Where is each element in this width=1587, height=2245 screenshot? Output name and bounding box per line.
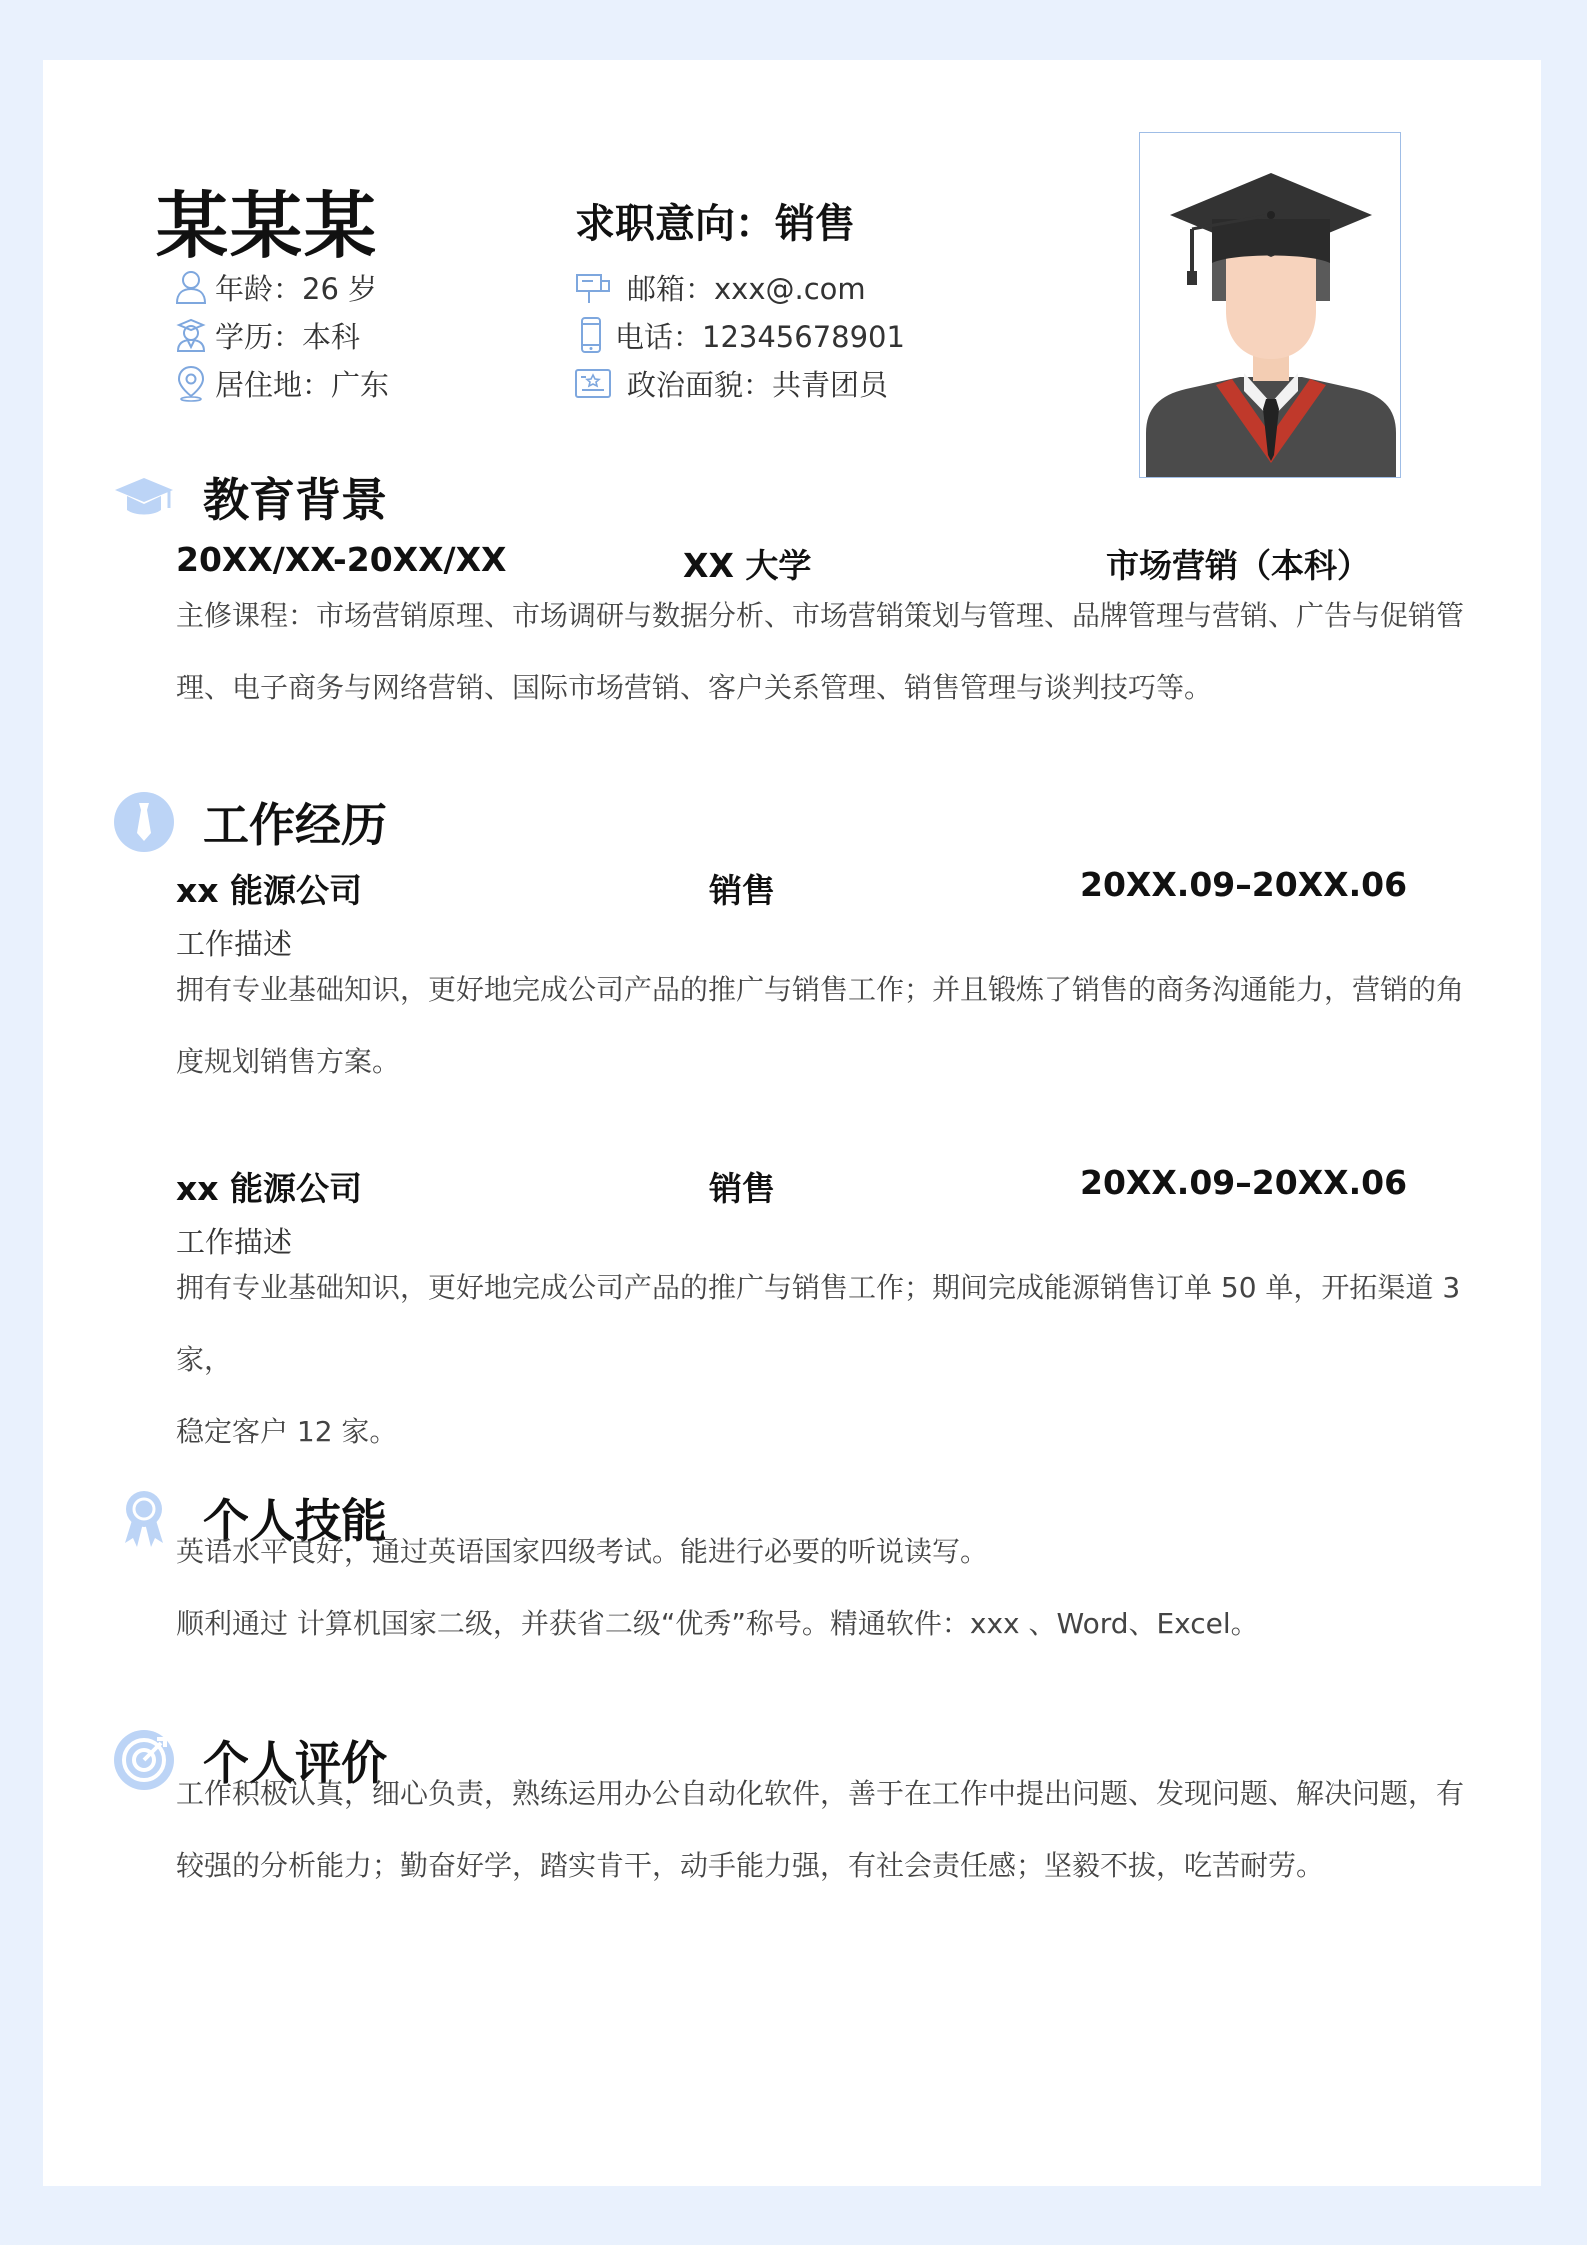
person-icon bbox=[173, 269, 209, 305]
education-title: 教育背景 bbox=[203, 473, 387, 527]
job-2-desc-label: 工作描述 bbox=[176, 1225, 293, 1259]
skills-line-2: 顺利通过 计算机国家二级，并获省二级“优秀”称号。精通软件：xxx 、Word、Excel。 bbox=[176, 1607, 1259, 1640]
job-1-period: 20XX.09–20XX.06 bbox=[1080, 865, 1408, 904]
resume-page bbox=[43, 60, 1541, 2186]
job-1-role: 销售 bbox=[709, 871, 775, 910]
job-2-desc-line-2: 稳定客户 12 家。 bbox=[176, 1415, 398, 1448]
job-1-desc-label: 工作描述 bbox=[176, 927, 293, 961]
basic-info-right bbox=[573, 267, 905, 403]
email-text: 邮箱：xxx@.com bbox=[627, 271, 866, 306]
evaluation-content bbox=[176, 1758, 1506, 1902]
political-status-row bbox=[573, 363, 905, 403]
job-1-desc-line-1: 拥有专业基础知识，更好地完成公司产品的推广与销售工作；并且锻炼了销售的商务沟通能力，营销的角 bbox=[176, 973, 1465, 1006]
job-2-desc-line-1: 拥有专业基础知识，更好地完成公司产品的推广与销售工作；期间完成能源销售订单 50 单，开拓渠道 3 家， bbox=[176, 1271, 1461, 1376]
phone-text: 电话：12345678901 bbox=[615, 319, 905, 354]
email-row bbox=[573, 267, 905, 307]
graduate-avatar-icon bbox=[1140, 133, 1401, 478]
id-card-icon bbox=[573, 365, 613, 401]
evaluation-line-2: 较强的分析能力；勤奋好学，踏实肯干，动手能力强，有社会责任感；坚毅不拔，吃苦耐劳。 bbox=[176, 1849, 1325, 1882]
candidate-name: 某某某 bbox=[156, 184, 379, 268]
job-2-period: 20XX.09–20XX.06 bbox=[1080, 1163, 1408, 1202]
tie-icon bbox=[113, 791, 175, 853]
job-2-description bbox=[176, 1252, 1506, 1468]
education-major: 市场营销（本科） bbox=[1106, 546, 1370, 585]
phone-row bbox=[573, 315, 905, 355]
job-intent: 求职意向：销售 bbox=[575, 201, 855, 247]
education-text: 学历：本科 bbox=[215, 319, 361, 354]
skills-content bbox=[176, 1516, 1506, 1660]
skills-title: 个人技能 bbox=[203, 1494, 387, 1548]
age-row bbox=[173, 267, 389, 307]
award-ribbon-icon bbox=[113, 1487, 175, 1549]
education-school: XX 大学 bbox=[683, 546, 812, 585]
courses-line-1: 主修课程：市场营销原理、市场调研与数据分析、市场营销策划与管理、品牌管理与营销、广告与促销管 bbox=[176, 599, 1465, 632]
residence-text: 居住地：广东 bbox=[215, 367, 390, 402]
education-row bbox=[173, 315, 389, 355]
graduation-cap-icon bbox=[113, 466, 175, 528]
education-header bbox=[113, 465, 387, 529]
work-title: 工作经历 bbox=[203, 798, 387, 852]
courses-line-2: 理、电子商务与网络营销、国际市场营销、客户关系管理、销售管理与谈判技巧等。 bbox=[176, 671, 1213, 704]
job-1-desc-line-2: 度规划销售方案。 bbox=[176, 1045, 401, 1078]
profile-photo bbox=[1139, 132, 1401, 478]
work-header bbox=[113, 790, 387, 854]
residence-row bbox=[173, 363, 389, 403]
job-2-company: xx 能源公司 bbox=[176, 1169, 363, 1208]
evaluation-line-1: 工作积极认真，细心负责，熟练运用办公自动化软件，善于在工作中提出问题、发现问题、解决问题，有 bbox=[176, 1777, 1465, 1810]
skills-line-1: 英语水平良好，通过英语国家四级考试。能进行必要的听说读写。 bbox=[176, 1535, 989, 1568]
basic-info-left bbox=[173, 267, 389, 403]
job-1-description bbox=[176, 954, 1506, 1098]
graduate-icon bbox=[173, 317, 209, 353]
mailbox-icon bbox=[573, 269, 613, 305]
age-text: 年龄：26 岁 bbox=[215, 271, 378, 306]
target-icon bbox=[113, 1729, 175, 1791]
phone-icon bbox=[573, 316, 609, 354]
evaluation-title: 个人评价 bbox=[203, 1736, 387, 1790]
political-status-text: 政治面貌：共青团员 bbox=[627, 367, 889, 402]
education-courses bbox=[176, 580, 1506, 724]
job-2-role: 销售 bbox=[709, 1169, 775, 1208]
location-pin-icon bbox=[173, 364, 209, 402]
education-period: 20XX/XX-20XX/XX bbox=[176, 540, 507, 579]
job-1-company: xx 能源公司 bbox=[176, 871, 363, 910]
